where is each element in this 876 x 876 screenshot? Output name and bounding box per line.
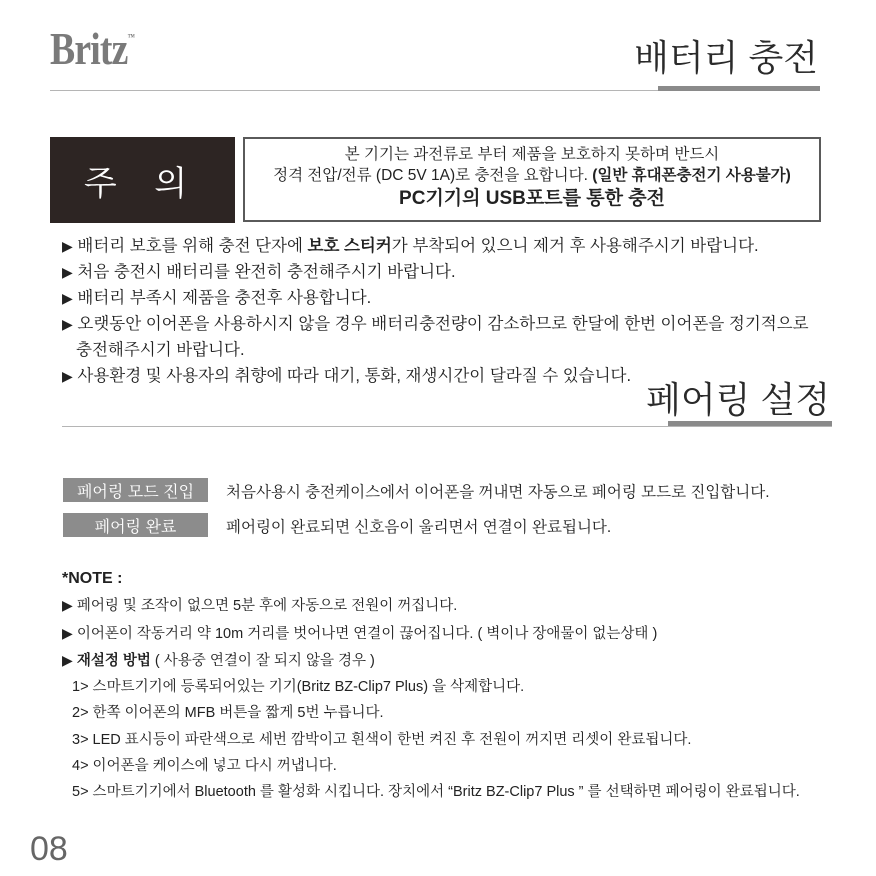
list-item: ▶ 페어링 및 조작이 없으면 5분 후에 자동으로 전원이 꺼집니다. [62, 597, 458, 615]
page-number: 08 [30, 830, 68, 868]
divider-accent [668, 421, 832, 426]
caution-line-3: PC기기의 USB포트를 통한 충전 [399, 188, 665, 209]
pairing-mode-description: 처음사용시 충전케이스에서 이어폰을 꺼내면 자동으로 페어링 모드로 진입합니다. [226, 484, 770, 501]
pairing-done-description: 페어링이 완료되면 신호음이 울리면서 연결이 완료됩니다. [226, 519, 612, 536]
divider [62, 426, 832, 427]
britz-logo: Britz™ [50, 23, 135, 74]
reset-step: 4> 이어폰을 케이스에 넣고 다시 꺼냅니다. [72, 758, 337, 775]
pairing-done-tag: 페어링 완료 [63, 513, 208, 537]
section-title-pairing: 페어링 설정 [646, 379, 830, 420]
caution-line-1: 본 기기는 과전류로 부터 제품을 보호하지 못하며 반드시 [344, 146, 720, 163]
battery-instructions [62, 233, 822, 389]
list-item: ▶ 배터리 보호를 위해 충전 단자에 보호 스티커가 부착되어 있으니 제거 후 사용해주시기 바랍니다. [62, 237, 759, 255]
section-title-battery: 배터리 충전 [634, 37, 818, 78]
caution-label: 주 의 [50, 137, 235, 223]
pairing-mode-tag: 페어링 모드 진입 [63, 478, 208, 502]
list-item: ▶ 사용환경 및 사용자의 취향에 따라 대기, 통화, 재생시간이 달라질 수 있습니다. [62, 367, 632, 385]
note-section [62, 566, 822, 806]
list-item: ▶ 오랫동안 이어폰을 사용하시지 않을 경우 배터리충전량이 감소하므로 한달에 한번 이어폰을 정기적으로 [62, 315, 809, 333]
reset-step: 2> 한쪽 이어폰의 MFB 버튼을 짧게 5번 누릅니다. [72, 705, 384, 722]
reset-step: 1> 스마트기기에 등록되어있는 기기(Britz BZ-Clip7 Plus) 을 삭제합니다. [72, 679, 525, 696]
note-title: *NOTE : [62, 570, 123, 587]
reset-step: 3> LED 표시등이 파란색으로 세번 깜박이고 흰색이 한번 켜진 후 전원이 꺼지면 리셋이 완료됩니다. [72, 731, 692, 748]
list-item: ▶ 배터리 부족시 제품을 충전후 사용합니다. [62, 289, 372, 307]
reset-step: 5> 스마트기기에서 Bluetooth 를 활성화 시킵니다. 장치에서 “Britz BZ-Clip7 Plus ” 를 선택하면 페어링이 완료됩니다. [72, 784, 800, 801]
caution-notice [243, 137, 821, 222]
list-item-continuation: 충전해주시기 바랍니다. [76, 341, 245, 359]
list-item: ▶ 재설정 방법 ( 사용중 연결이 잘 되지 않을 경우 ) [62, 651, 375, 669]
caution-line-2: 정격 전압/전류 (DC 5V 1A)로 충전을 요합니다. (일반 휴대폰충전기 사용불가) [273, 167, 791, 184]
list-item: ▶ 처음 충전시 배터리를 완전히 충전해주시기 바랍니다. [62, 263, 456, 281]
divider-accent [658, 86, 820, 91]
list-item: ▶ 이어폰이 작동거리 약 10m 거리를 벗어나면 연결이 끊어집니다. ( 벽이나 장애물이 없는상태 ) [62, 624, 658, 642]
